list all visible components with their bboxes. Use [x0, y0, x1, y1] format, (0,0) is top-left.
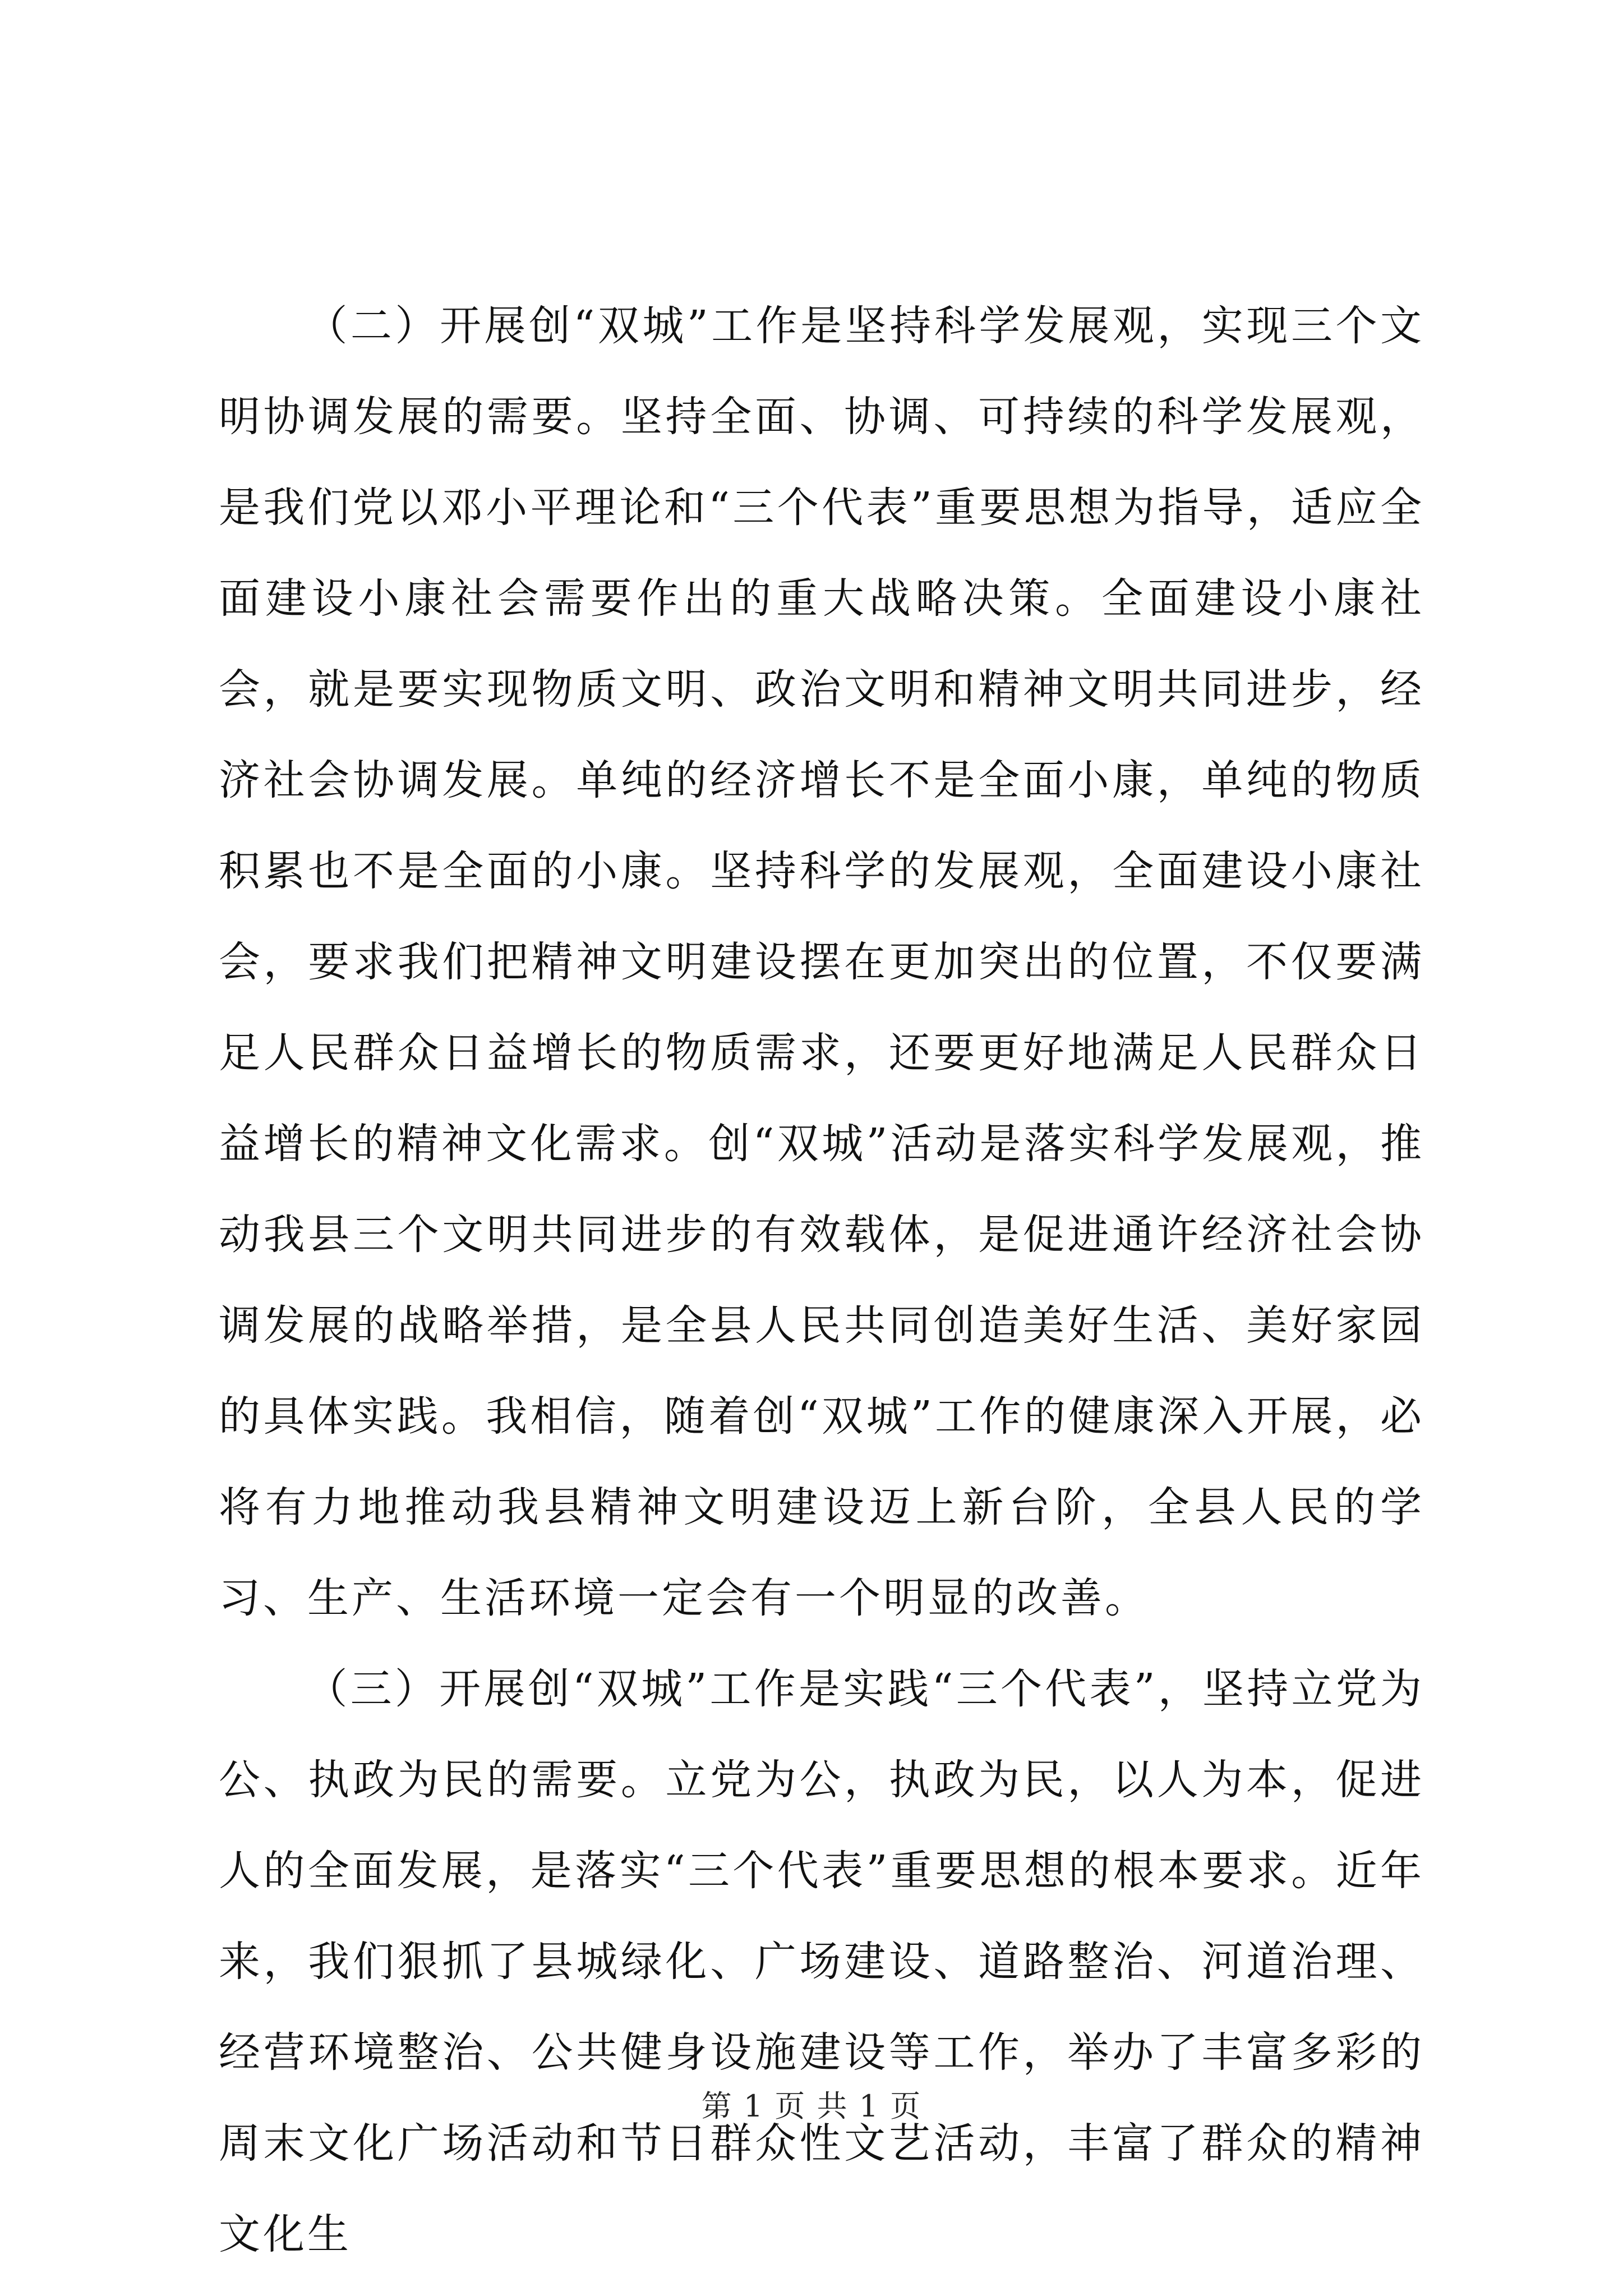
page-footer: 第 1 页 共 1 页 [701, 2088, 922, 2124]
paragraph-2: （二）开展创“双城”工作是坚持科学发展观，实现三个文明协调发展的需要。坚持全面、协调、可持续的科学发展观，是我们党以邓小平理论和“三个代表”重要思想为指导，适应全面建设小康社会需要作出的重大战略决策。全面建设小康社会，就是要实现物质文明、政治文明和精神文明共同进步，经济社会协调发展。单纯的经济增长不是全面小康，单纯的物质积累也不是全面的小康。坚持科学的发展观，全面建设小康社会，要求我们把精神文明建设摆在更加突出的位置，不仅要满足人民群众日益增长的物质需求，还要更好地满足人民群众日益增长的精神文化需求。创“双城”活动是落实科学发展观，推动我县三个文明共同进步的有效载体，是促进通许经济社会协调发展的战略举措，是全县人民共同创造美好生活、美好家园的具体实践。我相信，随着创“双城”工作的健康深入开展，必将有力地推动我县精神文明建设迈上新台阶，全县人民的学习、生产、生活环境一定会有一个明显的改善。 [219, 302, 1424, 1622]
paragraph-3: （三）开展创“双城”工作是实践“三个代表”，坚持立党为公、执政为民的需要。立党为公，执政为民，以人为本，促进人的全面发展，是落实“三个代表”重要思想的根本要求。近年来，我们狠抓了县城绿化、广场建设、道路整治、河道治理、经营环境整治、公共健身设施建设等工作，举办了丰富多彩的周末文化广场活动和节日群众性文艺活动，丰富了群众的精神文化生 [219, 1665, 1424, 2258]
document-body [219, 280, 1424, 2280]
